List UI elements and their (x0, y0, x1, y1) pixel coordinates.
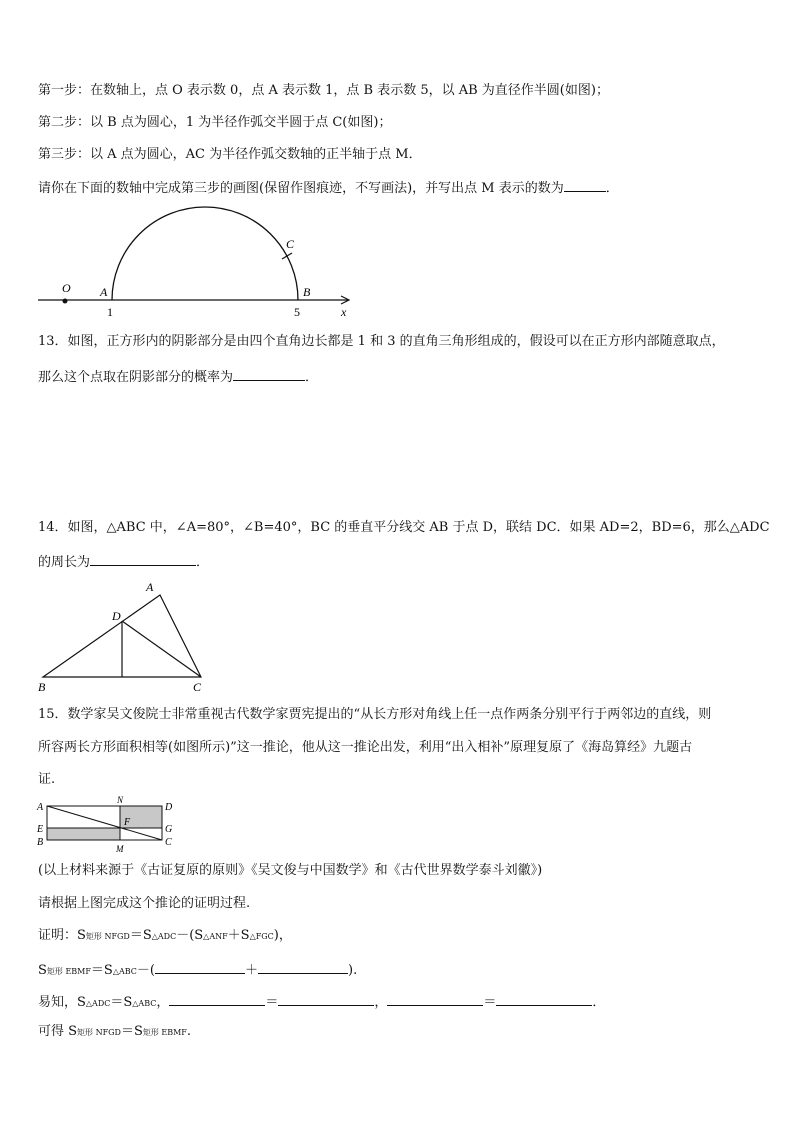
proof2-b: ＝S (90, 963, 113, 978)
proof2-sub-abc: △ABC (112, 967, 137, 976)
q14-answer-blank[interactable] (90, 551, 196, 566)
q12-step3: 第三步：以 A 点为圆心，AC 为半径作弧交数轴的正半轴于点 M． (38, 147, 422, 162)
proof3-blank-3[interactable] (387, 991, 483, 1006)
proof2-blank-1[interactable] (155, 959, 245, 974)
proof2-plus: ＋ (244, 963, 258, 978)
q12-answer-blank[interactable] (564, 177, 606, 192)
proof3-sub-adc: △ADC (85, 999, 111, 1008)
proof4-end: . (186, 1024, 192, 1039)
proof-line-1 (38, 927, 292, 946)
proof3-a: 易知，S (38, 995, 86, 1010)
proof3-comma-1: ， (156, 995, 170, 1010)
q14-line2 (38, 551, 209, 572)
triangle-figure (34, 578, 214, 698)
proof3-b: ＝S (110, 995, 133, 1010)
rect-label-e: E (37, 824, 44, 835)
tri-label-b: B (38, 680, 46, 694)
q15-line1: 15．数学家吴文俊院士非常重视古代数学家贾宪提出的“从长方形对角线上任一点作两条分别平行于两邻边的直线，则 (38, 707, 712, 722)
shaded-rect-ebmf (47, 828, 120, 840)
proof1-e: )， (273, 928, 292, 943)
segment-dc (122, 621, 201, 677)
label-one: 1 (107, 305, 113, 319)
arc-tick-c (282, 253, 292, 259)
q13-answer-blank[interactable] (233, 366, 305, 381)
q12-ask-end: ． (605, 181, 619, 196)
rect-label-g: G (165, 824, 173, 835)
q14-line2-end: ． (196, 555, 210, 570)
proof3-comma-2: ， (374, 995, 388, 1010)
proof3-sub-abc: △ABC (132, 999, 157, 1008)
proof2-c: －( (136, 963, 155, 978)
q13-line2 (38, 366, 318, 387)
q12-ask (38, 177, 619, 198)
proof4-b: ＝S (120, 1024, 143, 1039)
q12-step2: 第二步：以 B 点为圆心，1 为半径作弧交半圆于点 C(如图)； (38, 115, 392, 130)
rect-label-c: C (165, 837, 172, 848)
proof4-a: 可得 S (38, 1024, 78, 1039)
proof3-blank-1[interactable] (169, 991, 265, 1006)
q15-line2: 所容两长方形面积相等(如图所示)”这一推论，他从这一推论出发，利用“出入相补”原理复原了《海岛算经》九题古 (38, 740, 693, 755)
q13-line2-end: ． (305, 370, 319, 385)
proof1-c: －(S (176, 928, 204, 943)
proof3-eq-2: ＝ (483, 995, 497, 1010)
rect-label-a: A (37, 802, 44, 813)
proof1-a: 证明：S (38, 928, 86, 943)
q14-line1: 14．如图，△ABC 中，∠A=80°，∠B=40°，BC 的垂直平分线交 AB 于点 D，联结 DC．如果 AD=2，BD=6，那么△ADC (38, 520, 770, 535)
proof-line-4 (38, 1023, 191, 1042)
proof1-sub-rect: 矩形 NFGD (85, 932, 130, 941)
rect-label-d: D (165, 802, 173, 813)
rect-label-m: M (116, 844, 124, 854)
label-b: B (303, 285, 311, 299)
proof4-sub-rect2: 矩形 EBMF (142, 1028, 187, 1037)
proof-line-3 (38, 991, 605, 1013)
label-x: x (341, 305, 347, 319)
number-line-figure (30, 230, 360, 320)
rect-label-f: F (124, 817, 131, 828)
q15-prompt: 请根据上图完成这个推论的证明过程. (38, 896, 251, 911)
tri-label-d: D (112, 609, 121, 623)
label-c: C (286, 237, 295, 251)
rect-label-n: N (117, 795, 124, 805)
q15-line3: 证. (38, 772, 56, 787)
proof2-end: ). (348, 963, 358, 978)
proof3-end: ． (592, 995, 606, 1010)
proof2-sub-rect: 矩形 EBMF (46, 967, 91, 976)
q15-source: (以上材料来源于《古证复原的原则》《吴文俊与中国数学》和《古代世界数学泰斗刘徽》) (38, 863, 543, 878)
point-o-dot (63, 299, 68, 304)
proof1-sub-fgc: △FGC (249, 932, 274, 941)
rectangle-figure (34, 795, 184, 857)
proof1-sub-anf: △ANF (203, 932, 228, 941)
proof3-eq-1: ＝ (265, 995, 279, 1010)
proof3-blank-2[interactable] (278, 991, 374, 1006)
semicircle-arc (112, 207, 298, 300)
proof3-blank-4[interactable] (496, 991, 592, 1006)
proof2-a: S (38, 963, 47, 978)
q14-line2-text: 的周长为 (38, 555, 91, 570)
proof-line-2 (38, 959, 357, 981)
proof4-sub-rect1: 矩形 NFGD (77, 1028, 121, 1037)
label-o: O (62, 281, 71, 295)
label-a: A (100, 285, 108, 299)
proof1-sub-adc: △ADC (151, 932, 177, 941)
q13-line2-text: 那么这个点取在阴影部分的概率为 (38, 370, 234, 385)
label-five: 5 (294, 305, 300, 319)
q12-step1: 第一步：在数轴上，点 O 表示数 0，点 A 表示数 1，点 B 表示数 5，以 AB 为直径作半圆(如图)； (38, 83, 609, 98)
q13-line1: 13．如图，正方形内的阴影部分是由四个直角边长都是 1 和 3 的直角三角形组成的，假设可以在正方形内部随意取点， (38, 334, 725, 349)
tri-label-a: A (146, 580, 154, 594)
proof1-b: ＝S (129, 928, 152, 943)
proof1-d: ＋S (227, 928, 250, 943)
proof2-blank-2[interactable] (258, 959, 348, 974)
rect-label-b: B (37, 837, 44, 848)
q12-ask-text: 请你在下面的数轴中完成第三步的画图(保留作图痕迹，不写画法)，并写出点 M 表示的数为 (38, 181, 564, 196)
tri-label-c: C (193, 680, 202, 694)
